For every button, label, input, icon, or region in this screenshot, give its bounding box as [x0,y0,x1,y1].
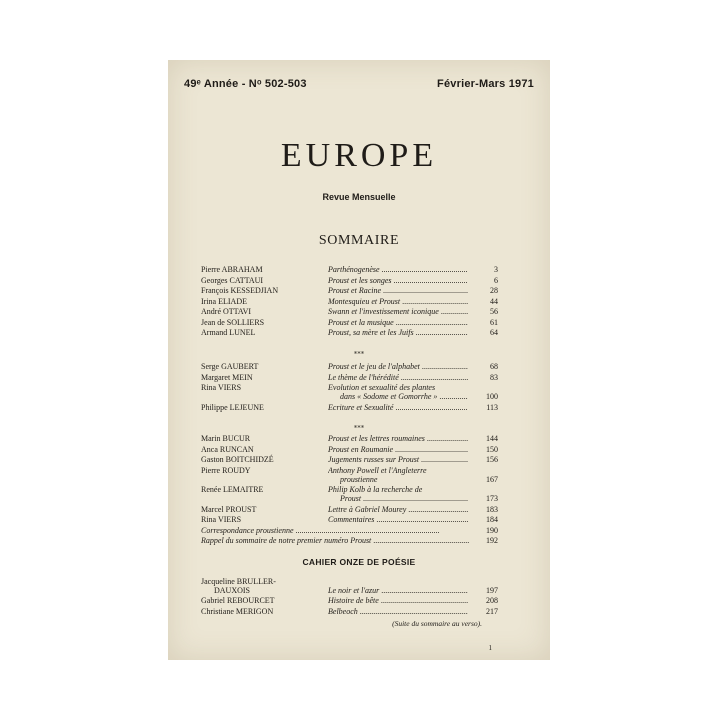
toc-author: Rina VIERS [201,515,242,524]
toc-page: 173 [486,494,498,503]
toc-page: 64 [490,328,498,337]
toc-page: 6 [494,275,498,285]
toc-author: Gaston BOITCHIDZÉ [201,455,274,464]
toc-title: Proust et les songes ..... [328,277,468,286]
toc-page: 183 [486,504,498,514]
toc-title-line2: dans « Sodome et Gomorrhe » ..... [340,393,468,402]
toc-page: 150 [486,444,498,454]
toc-page: 3 [494,265,498,274]
toc-title: Proust et la musique ..... [328,319,468,328]
toc-author: Georges CATTAUI [201,275,264,285]
toc-author: Gabriel REBOURCET [201,596,275,605]
toc-author: Renée LEMAITRE [201,485,264,494]
toc-page: 184 [486,515,498,524]
section-separator: ⁎⁎⁎ [353,348,365,356]
magazine-subtitle: Revue Mensuelle [322,192,396,202]
toc-author: Anca RUNCAN [201,444,254,454]
toc-author-line2: DAUXOIS [214,585,250,595]
toc-author: Irina ELIADE [201,296,247,306]
toc-title: Proust en Roumanie ..... [328,446,468,455]
toc-title: Commentaires ..... [328,516,468,525]
toc-title: Rappel du sommaire de notre premier numéro Proust ..... [201,537,469,546]
toc-page: 190 [486,525,498,535]
magazine-title: EUROPE [280,137,438,174]
contents-heading: SOMMAIRE [318,233,400,248]
toc-title-line1: Philip Kolb à la recherche de [328,486,423,494]
toc-author: Pierre ABRAHAM [201,265,263,274]
toc-title: Histoire de bête ..... [328,597,468,606]
toc-title: Swann et l'investissement iconique ..... [328,308,468,317]
toc-page: 28 [490,286,498,295]
toc-page: 100 [486,392,498,401]
toc-title: Belbeoch ..... [328,608,468,617]
toc-title-line1: Evolution et sexualité des plantes [328,384,436,392]
toc-title-line2: proustienne [340,475,378,484]
toc-title: Jugements russes sur Proust ..... [328,456,468,465]
page-number: 1 [488,644,492,652]
toc-page: 197 [486,585,498,595]
toc-author: Philippe LEJEUNE [201,402,264,412]
toc-page: 83 [490,372,498,382]
toc-title-line2: Proust ..... [340,495,468,504]
toc-page: 44 [490,296,498,306]
toc-page: 144 [486,434,498,443]
toc-title-line1: Anthony Powell et l'Angleterre [328,466,427,475]
toc-page: 167 [486,474,498,484]
toc-title: Lettre à Gabriel Mourey ..... [328,506,468,515]
toc-page: 113 [486,402,498,412]
toc-author: Marcel PROUST [201,504,257,514]
toc-title: Ecriture et Sexualité ..... [328,404,468,413]
toc-author-line1: Jacqueline BRULLER- [201,577,276,586]
toc-page: 68 [490,362,498,371]
toc-author: François KESSEDJIAN [201,286,279,295]
issue-date: Février-Mars 1971 [437,78,534,90]
toc-author: Jean de SOLLIERS [201,317,265,327]
toc-title: Parthénogenèse ..... [328,266,468,275]
magazine-page [168,60,550,660]
toc-title: Correspondance proustienne ..... [201,527,469,536]
section-separator: ⁎⁎⁎ [353,422,365,430]
toc-title: Montesquieu et Proust ..... [328,298,468,307]
toc-author: Margaret MEIN [201,372,253,382]
toc-title: Proust et Racine ..... [328,287,468,296]
toc-page: 56 [490,307,498,316]
continued-note: (Suite du sommaire au verso). [392,619,482,628]
toc-page: 61 [490,317,498,327]
poetry-section-heading: CAHIER ONZE DE POÉSIE [302,557,416,567]
toc-page: 217 [486,606,498,616]
toc-page: 192 [486,536,498,545]
toc-author: Marin BUCUR [201,434,251,443]
toc-author: Serge GAUBERT [201,362,259,371]
toc-title: Le thème de l'hérédité ..... [328,374,468,383]
toc-author: Christiane MERIGON [201,606,274,616]
issue-number: 49ᵉ Année - Nᵒ 502-503 [184,78,307,90]
toc-title: Proust et le jeu de l'alphabet ..... [328,363,468,372]
toc-author: André OTTAVI [201,307,252,316]
toc-page: 156 [486,455,498,464]
toc-title: Le noir et l'azur ..... [328,587,468,596]
toc-page: 208 [486,596,498,605]
toc-author: Rina VIERS [201,383,242,392]
toc-author: Armand LUNEL [201,328,256,337]
toc-title: Proust, sa mère et les Juifs ..... [328,329,468,338]
toc-author: Pierre ROUDY [201,465,251,475]
toc-title: Proust et les lettres roumaines ..... [328,435,468,444]
